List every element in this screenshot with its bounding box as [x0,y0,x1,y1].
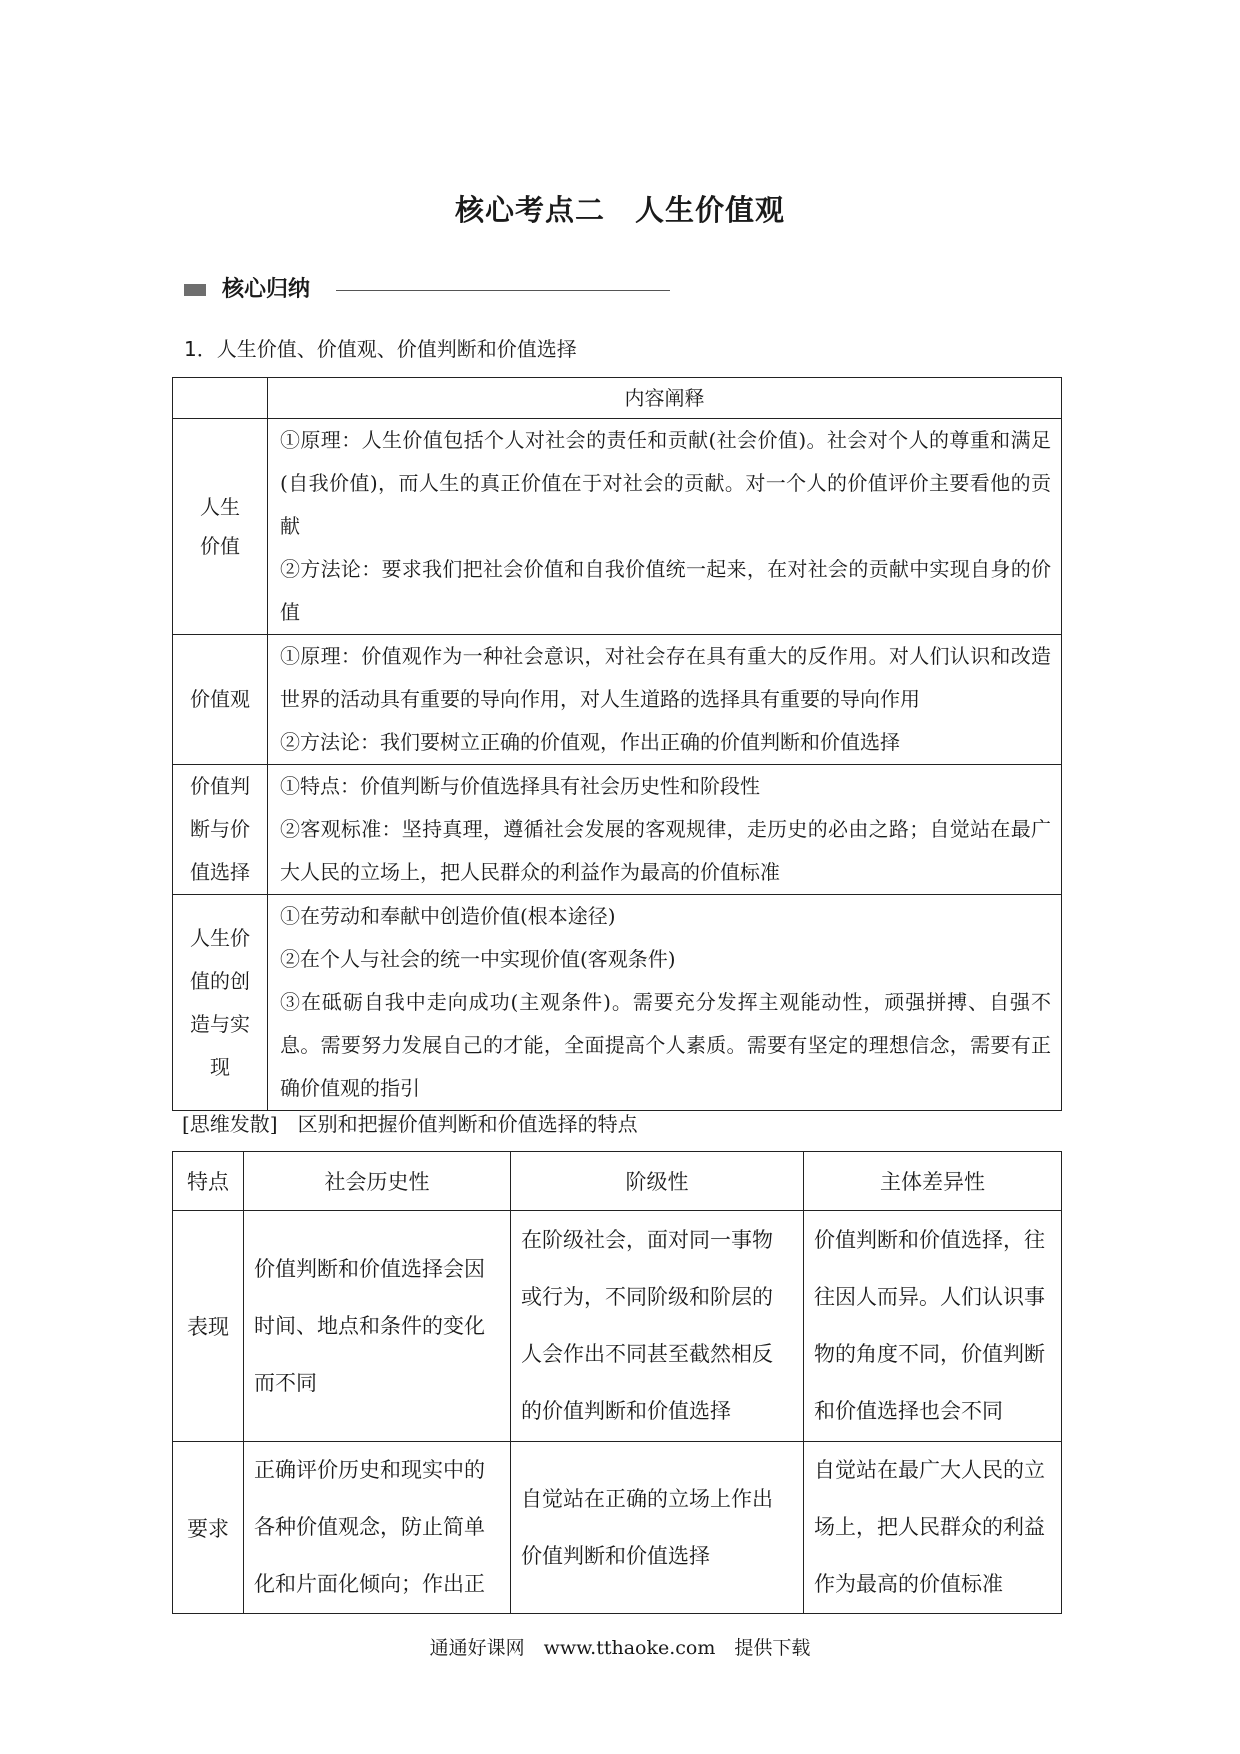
header-blank-cell [173,378,268,419]
think-note: [思维发散] 区别和把握价值判断和价值选择的特点 [182,1112,638,1136]
table-row [173,895,1062,1111]
row-label: 要求 [173,1442,244,1614]
table-cell: 在阶级社会，面对同一事物或行为，不同阶级和阶层的人会作出不同甚至截然相反的价值判断和价值选择 [511,1211,804,1442]
table-cell: 自觉站在最广大人民的立场上，把人民群众的利益作为最高的价值标准 [804,1442,1062,1614]
concept-table [172,377,1062,1111]
header-cell: 阶级性 [511,1152,804,1211]
content-line: ②客观标准：坚持真理，遵循社会发展的客观规律，走历史的必由之路；自觉站在最广大人民的立场上，把人民群众的利益作为最高的价值标准 [280,817,1051,884]
subheading: 1．人生价值、价值观、价值判断和价值选择 [184,337,577,361]
section-divider [336,290,670,291]
content-line: ②方法论：我们要树立正确的价值观，作出正确的价值判断和价值选择 [280,730,900,754]
row-content [268,765,1062,895]
table-header-row [173,378,1062,419]
row-label [173,895,268,1111]
table-header-row [173,1152,1062,1211]
row-label-text: 价值观 [190,687,250,711]
table-row [173,635,1062,765]
content-line: ①特点：价值判断与价值选择具有社会历史性和阶段性 [280,774,760,798]
content-line: ③在砥砺自我中走向成功(主观条件)。需要充分发挥主观能动性，顽强拼搏、自强不息。需要努力发展自己的才能，全面提高个人素质。需要有坚定的理想信念，需要有正确价值观的指引 [280,990,1051,1100]
characteristics-table [172,1151,1062,1614]
row-label [173,765,268,895]
header-cell: 社会历史性 [244,1152,511,1211]
content-line: ①在劳动和奉献中创造价值(根本途径) [280,904,616,928]
row-label: 表现 [173,1211,244,1442]
table-row [173,419,1062,635]
row-content [268,895,1062,1111]
table-row [173,1442,1062,1614]
section-heading [184,274,684,306]
content-line: ①原理：人生价值包括个人对社会的责任和贡献(社会价值)。社会对个人的尊重和满足(自我价值)，而人生的真正价值在于对社会的贡献。对一个人的价值评价主要看他的贡献 [280,428,1051,538]
content-line: ①原理：价值观作为一种社会意识，对社会存在具有重大的反作用。对人们认识和改造世界的活动具有重要的导向作用，对人生道路的选择具有重要的导向作用 [280,644,1051,711]
header-cell: 特点 [173,1152,244,1211]
row-content [268,419,1062,635]
header-content-cell: 内容阐释 [268,378,1062,419]
content-line: ②在个人与社会的统一中实现价值(客观条件) [280,947,676,971]
header-cell: 主体差异性 [804,1152,1062,1211]
row-label-text: 人生 价值 [200,494,240,558]
table-cell: 自觉站在正确的立场上作出价值判断和价值选择 [511,1442,804,1614]
row-label [173,419,268,635]
table-row [173,1211,1062,1442]
table-cell: 正确评价历史和现实中的各种价值观念，防止简单化和片面化倾向；作出正 [244,1442,511,1614]
row-content [268,635,1062,765]
row-label [173,635,268,765]
row-label-text: 价值判 断与价 值选择 [190,774,250,884]
section-label: 核心归纳 [222,277,311,302]
footer-watermark: 通通好课网 www.tthaoke.com 提供下载 [429,1637,811,1659]
page-title: 核心考点二 人生价值观 [454,193,785,227]
table-row [173,765,1062,895]
content-line: ②方法论：要求我们把社会价值和自我价值统一起来，在对社会的贡献中实现自身的价值 [280,557,1051,624]
section-marker-icon [184,284,206,296]
table-cell: 价值判断和价值选择，往往因人而异。人们认识事物的角度不同，价值判断和价值选择也会不同 [804,1211,1062,1442]
table-cell: 价值判断和价值选择会因时间、地点和条件的变化而不同 [244,1211,511,1442]
row-label-text: 人生价 值的创 造与实 现 [190,925,250,1079]
